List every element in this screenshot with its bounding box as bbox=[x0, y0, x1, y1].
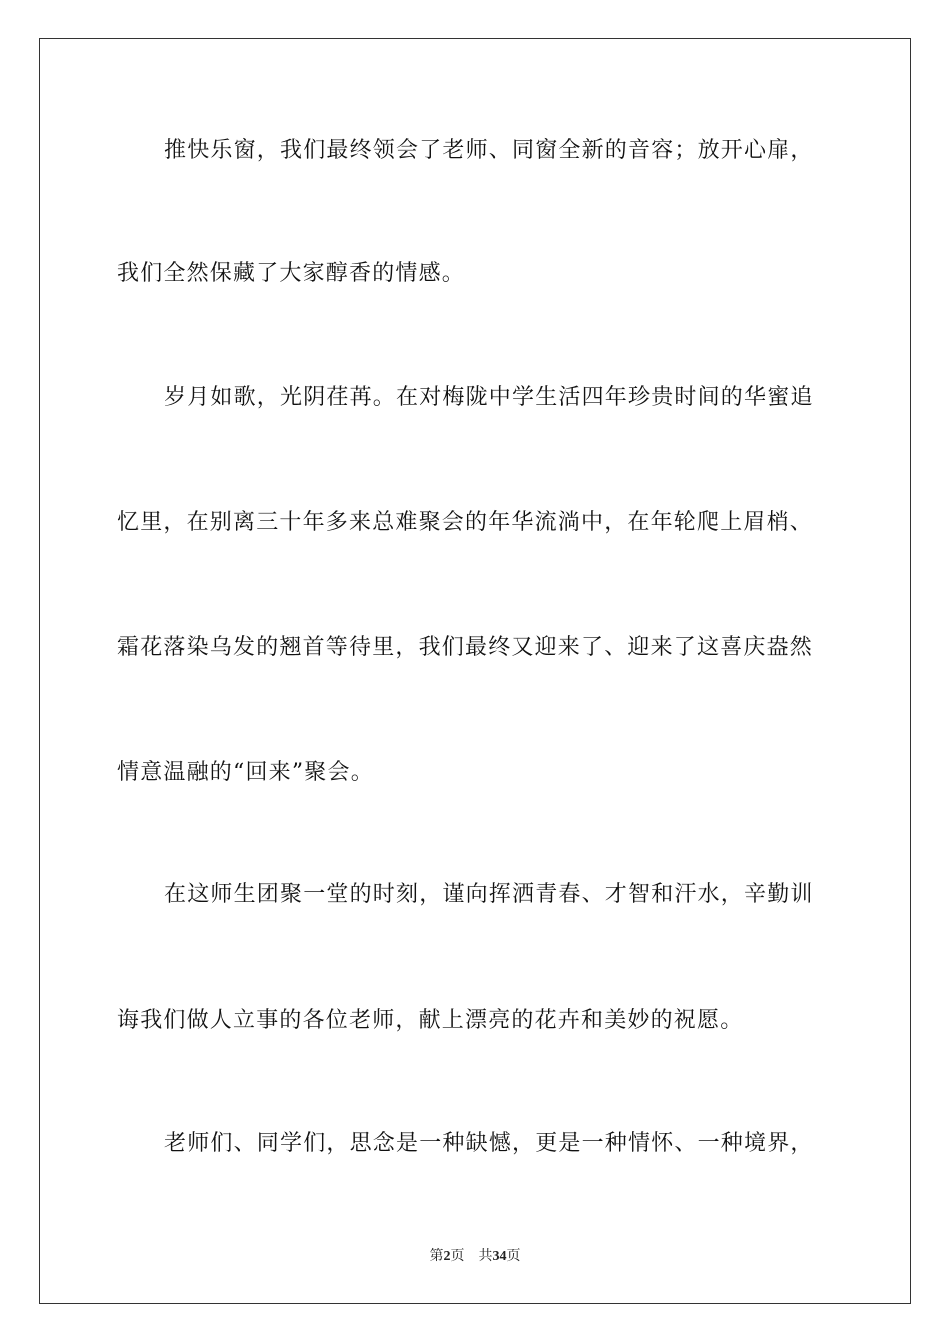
total-prefix: 共 bbox=[478, 1248, 493, 1264]
total-suffix: 页 bbox=[506, 1248, 521, 1264]
paragraph-1-line-2: 我们全然保藏了大家醇香的情感。 bbox=[117, 261, 466, 286]
page-border bbox=[39, 38, 911, 1304]
paragraph-1-line-1: 推快乐窗，我们最终领会了老师、同窗全新的音容；放开心扉， bbox=[164, 138, 814, 163]
total-pages: 34 bbox=[492, 1249, 507, 1264]
paragraph-2-line-1: 岁月如歌，光阴荏苒。在对梅陇中学生活四年珍贵时间的华蜜追 bbox=[164, 385, 814, 410]
paragraph-4-line-1: 老师们、同学们，思念是一种缺憾，更是一种情怀、一种境界， bbox=[164, 1131, 814, 1156]
paragraph-2-line-4: 情意温融的“回来”聚会。 bbox=[117, 760, 374, 785]
page-number: 2 bbox=[443, 1249, 451, 1264]
paragraph-3-line-1: 在这师生团聚一堂的时刻，谨向挥洒青春、才智和汗水，辛勤训 bbox=[164, 882, 814, 907]
page-footer bbox=[0, 1246, 950, 1267]
paragraph-2-line-3: 霜花落染乌发的翘首等待里，我们最终又迎来了、迎来了这喜庆盎然 bbox=[117, 635, 814, 660]
paragraph-2-line-2: 忆里，在别离三十年多来总难聚会的年华流淌中，在年轮爬上眉梢、 bbox=[117, 510, 814, 535]
page-suffix: 页 bbox=[450, 1248, 465, 1264]
page-prefix: 第 bbox=[429, 1248, 444, 1264]
paragraph-3-line-2: 诲我们做人立事的各位老师，献上漂亮的花卉和美妙的祝愿。 bbox=[117, 1008, 744, 1033]
